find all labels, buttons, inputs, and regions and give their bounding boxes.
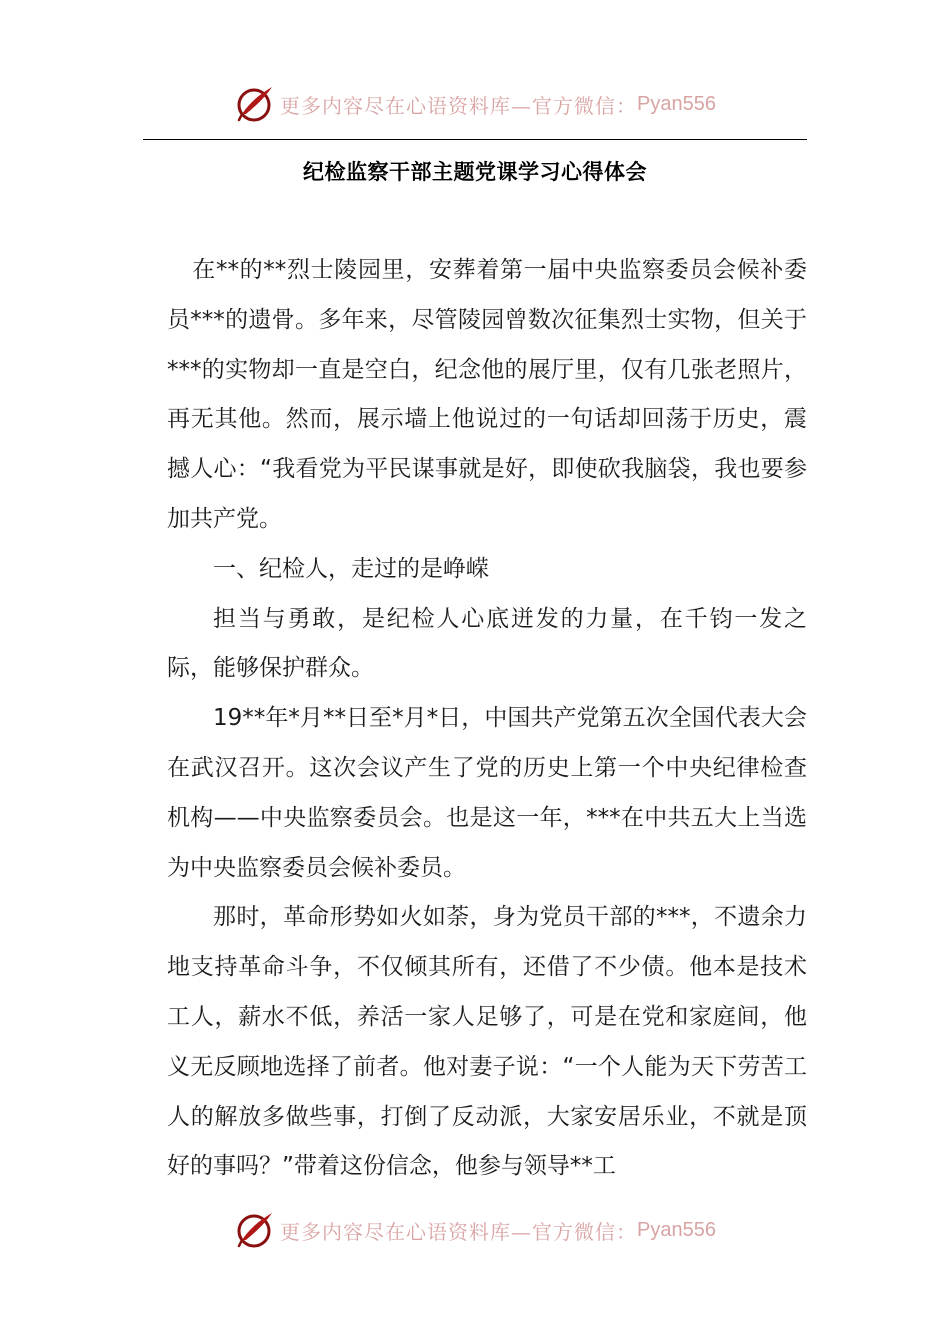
body-paragraph: 担当与勇敢，是纪检人心底迸发的力量，在千钧一发之际，能够保护群众。 bbox=[167, 605, 807, 682]
watermark-text: 更多内容尽在心语资料库—官方微信： bbox=[280, 1219, 638, 1244]
watermark-header bbox=[0, 82, 950, 126]
watermark-wechat-id: Pyan556 bbox=[637, 92, 716, 115]
watermark-wechat-id: Pyan556 bbox=[637, 1218, 716, 1241]
section-heading: 一、纪检人，走过的是峥嵘 bbox=[213, 555, 489, 582]
body-paragraph: 那时，革命形势如火如荼，身为党员干部的***，不遗余力地支持革命斗争，不仅倾其所有，还借了不少债。他本是技术工人，薪水不低，养活一家人足够了，可是在党和家庭间，他义无反顾地选择了前者。他对妻子说：“一个人能为天下劳苦工人的解放多做些事，打倒了反动派，大家安居乐业，不就是顶好的事吗？”带着这份信念，他参与领导**工 bbox=[167, 904, 807, 1180]
body-paragraph: 在**的**烈士陵园里，安葬着第一届中央监察委员会候补委员***的遗骨。多年来，尽管陵园曾数次征集烈士实物，但关于***的实物却一直是空白，纪念他的展厅里，仅有几张老照片，再无其他。然而，展示墙上他说过的一句话却回荡于历史，震撼人心：“我看党为平民谋事就是好，即使砍我脑袋，我也要参加共产党。 bbox=[167, 257, 807, 532]
quill-logo-icon bbox=[234, 84, 274, 124]
header-divider bbox=[143, 139, 807, 140]
watermark-text: 更多内容尽在心语资料库—官方微信： bbox=[280, 93, 638, 118]
watermark-footer bbox=[0, 1208, 950, 1252]
document-title: 纪检监察干部主题党课学习心得体会 bbox=[303, 160, 647, 184]
body-paragraph: 19**年*月**日至*月*日，中国共产党第五次全国代表大会在武汉召开。这次会议产生了党的历史上第一个中央纪律检查机构——中央监察委员会。也是这一年，***在中共五大上当选为中央监察委员会候补委员。 bbox=[167, 705, 807, 881]
document-body bbox=[167, 246, 807, 1192]
quill-logo-icon bbox=[234, 1210, 274, 1250]
